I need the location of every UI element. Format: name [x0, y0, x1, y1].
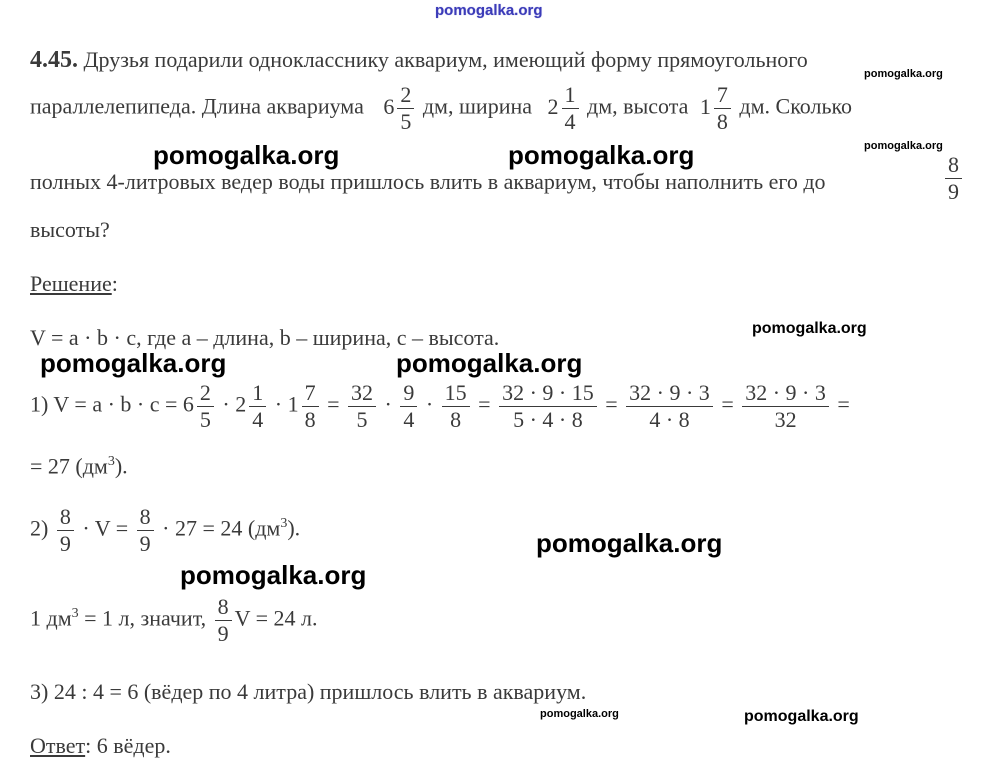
step1-frac-6-num: 15	[442, 380, 470, 407]
fill-numerator: 8	[945, 152, 962, 179]
solution-heading	[30, 272, 118, 296]
step1-frac-8	[626, 380, 713, 433]
step1-frac-1-den: 5	[199, 407, 211, 432]
step2-frac-2	[137, 504, 154, 557]
step2-sup: 3	[280, 516, 288, 532]
watermark-small-1: pomogalka.org	[864, 68, 943, 80]
problem-text-2a: параллелепипеда. Длина аквариума	[30, 93, 364, 119]
step1-dot-4: ·	[425, 391, 434, 417]
step-1	[30, 380, 850, 433]
step-2	[30, 504, 300, 557]
volume-formula: V = a · b · c, где a – длина, b – ширина, c – высота.	[30, 325, 500, 350]
step2-frac-2-den: 9	[139, 531, 151, 556]
step1-frac-8-den: 4 · 8	[649, 407, 690, 432]
width-fraction	[562, 82, 579, 135]
step1-frac-9-den: 32	[774, 407, 797, 432]
step1-frac-3-num: 7	[302, 380, 319, 407]
watermark-5: pomogalka.org	[396, 348, 583, 378]
problem-text-2d: дм. Сколько	[739, 93, 853, 119]
step-3: 3) 24 : 4 = 6 (вёдер по 4 литра) пришлось влить в аквариум.	[30, 679, 587, 704]
step1-frac-5-den: 4	[403, 407, 415, 432]
step1-frac-3	[302, 380, 319, 433]
problem-line-3: полных 4-литровых ведер воды пришлось влить в аквариум, чтобы наполнить его до	[30, 169, 826, 194]
step2-frac-1-den: 9	[59, 531, 71, 556]
step1-eq-4: =	[721, 391, 734, 417]
step1-eq-3: =	[605, 391, 618, 417]
solution-heading-colon: :	[111, 271, 118, 296]
step1-dot-1: · 2	[222, 391, 247, 417]
step1-frac-4	[348, 380, 376, 433]
step1-dot-2: · 1	[274, 391, 299, 417]
step2-close: ).	[287, 515, 301, 541]
height-whole: 1	[699, 93, 711, 119]
answer-line	[30, 734, 171, 758]
step1-result-end: ).	[114, 453, 128, 479]
step2-frac-1	[57, 504, 74, 557]
answer-text: : 6 вёдер.	[85, 733, 171, 758]
watermark-8: pomogalka.org	[744, 708, 859, 725]
step1-frac-4-num: 32	[348, 380, 376, 407]
step1-frac-9-num: 32 · 9 · 3	[742, 380, 829, 407]
step1-frac-1-num: 2	[197, 380, 214, 407]
watermark-1: pomogalka.org	[153, 140, 340, 170]
step1-frac-7-num: 32 · 9 · 15	[499, 380, 597, 407]
watermark-6: pomogalka.org	[536, 528, 723, 558]
step1-frac-6	[442, 380, 470, 433]
step1-result-sup: 3	[107, 454, 115, 469]
step1-frac-5-num: 9	[400, 380, 417, 407]
step1-frac-7	[499, 380, 597, 433]
width-denominator: 4	[564, 109, 576, 134]
height-denominator: 8	[716, 109, 728, 134]
length-denominator: 5	[400, 109, 412, 134]
step1-frac-2-num: 1	[249, 380, 266, 407]
problem-number: 4.45.	[30, 47, 78, 73]
conv-prefix: 1 дм	[30, 605, 72, 631]
step1-prefix: 1) V = a · b · c = 6	[30, 391, 194, 417]
step2-prefix: 2)	[30, 515, 49, 541]
watermark-3: pomogalka.org	[752, 320, 867, 337]
conv-sup: 3	[71, 606, 79, 622]
problem-line-2	[30, 82, 852, 135]
step1-eq-5: =	[837, 391, 850, 417]
step2-mid: · V =	[82, 515, 129, 541]
height-fraction	[714, 82, 731, 135]
conv-frac-den: 9	[217, 621, 229, 646]
step1-frac-2-den: 4	[252, 407, 264, 432]
step1-frac-7-den: 5 · 4 · 8	[513, 407, 583, 432]
step1-frac-3-den: 8	[304, 407, 316, 432]
conversion-line	[30, 594, 318, 647]
problem-line-4: высоты?	[30, 217, 110, 242]
conv-fraction	[215, 594, 232, 647]
step1-frac-9	[742, 380, 829, 433]
problem-text-1: Друзья подарили однокласснику аквариум, имеющий форму прямоугольного	[83, 47, 808, 72]
fill-denominator: 9	[948, 179, 959, 204]
conv-end: V = 24 л.	[234, 605, 318, 631]
height-numerator: 7	[714, 82, 731, 109]
step1-eq-1: =	[327, 391, 340, 417]
solution-heading-label: Решение	[30, 271, 112, 296]
step1-frac-6-den: 8	[450, 407, 462, 432]
step2-frac-2-num: 8	[137, 504, 154, 531]
watermark-small-2: pomogalka.org	[864, 140, 943, 152]
watermark-2: pomogalka.org	[508, 140, 695, 170]
step1-frac-1	[197, 380, 214, 433]
step1-result-text: = 27 (дм	[30, 453, 108, 479]
conv-frac-num: 8	[215, 594, 232, 621]
width-numerator: 1	[562, 82, 579, 109]
step1-frac-2	[249, 380, 266, 433]
step2-frac-1-num: 8	[57, 504, 74, 531]
length-fraction	[397, 82, 414, 135]
problem-text-2c: дм, высота	[587, 93, 689, 119]
step1-frac-5	[400, 380, 417, 433]
watermark-7: pomogalka.org	[180, 560, 367, 590]
step2-end: · 27 = 24 (дм	[162, 515, 281, 541]
watermark-top: pomogalka.org	[435, 2, 543, 19]
step1-frac-4-den: 5	[356, 407, 368, 432]
length-whole: 6	[383, 93, 395, 119]
problem-text-2b: дм, ширина	[422, 93, 532, 119]
width-whole: 2	[547, 93, 559, 119]
length-numerator: 2	[397, 82, 414, 109]
step1-dot-3: ·	[384, 391, 392, 417]
fill-fraction	[942, 152, 965, 205]
step1-frac-8-num: 32 · 9 · 3	[626, 380, 713, 407]
answer-label: Ответ	[30, 733, 86, 758]
step1-eq-2: =	[478, 391, 491, 417]
step-1-result	[30, 450, 128, 478]
problem-line-1	[30, 48, 808, 72]
conv-mid: = 1 л, значит,	[78, 605, 207, 631]
watermark-small-3: pomogalka.org	[540, 708, 619, 720]
watermark-4: pomogalka.org	[40, 348, 227, 378]
